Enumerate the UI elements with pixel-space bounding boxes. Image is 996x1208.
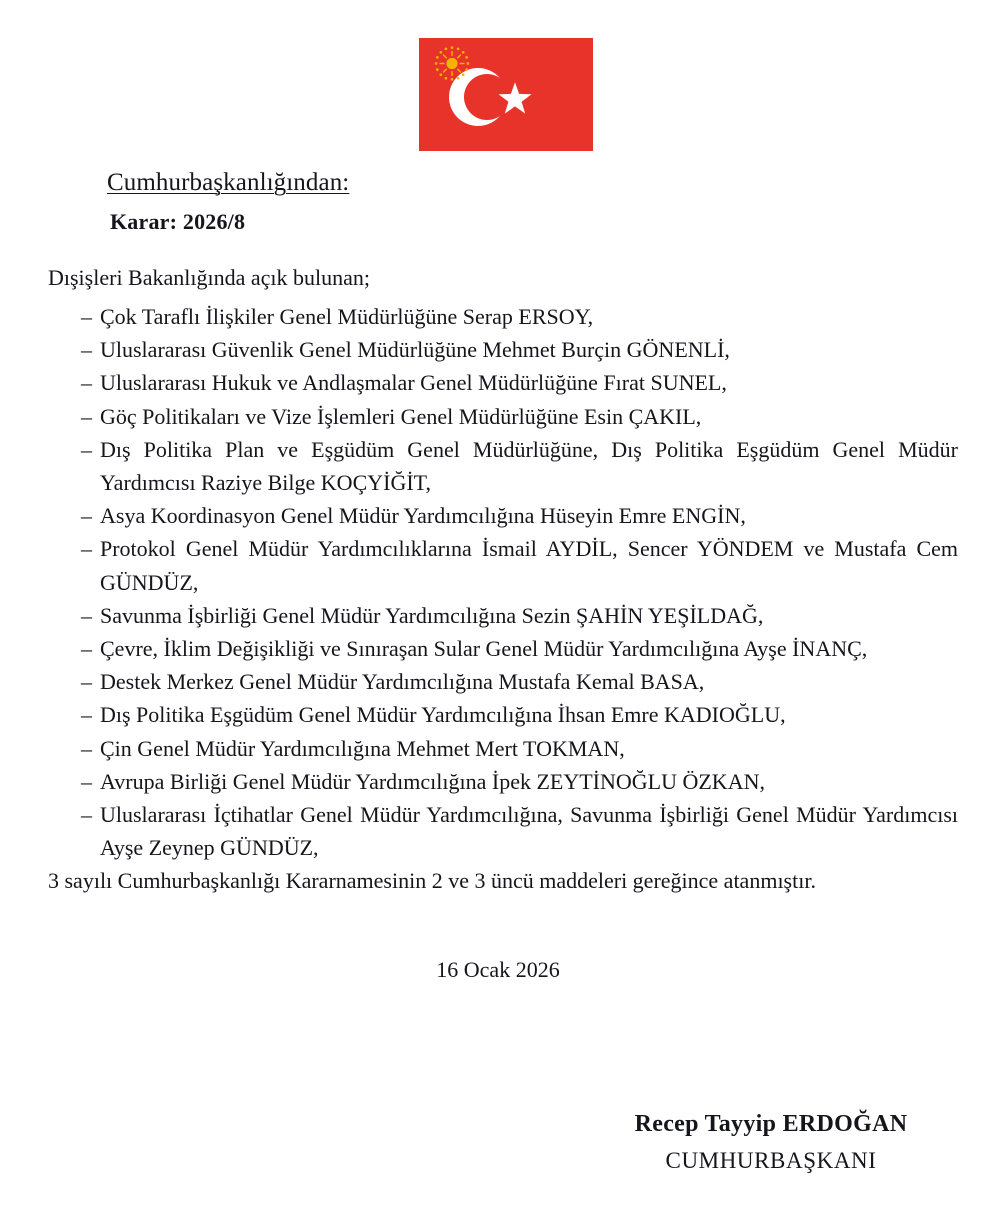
turkish-flag-icon [419,38,593,151]
list-item [48,732,958,765]
list-item-text: Dış Politika Plan ve Eşgüdüm Genel Müdürlüğüne, Dış Politika Eşgüdüm Genel Müdür Yardımcısı Raziye Bilge KOÇYİĞİT, [100,436,958,496]
list-item-text: Uluslararası Hukuk ve Andlaşmalar Genel Müdürlüğüne Fırat SUNEL, [100,370,727,396]
list-item-text: Göç Politikaları ve Vize İşlemleri Genel Müdürlüğüne Esin ÇAKIL, [100,403,702,429]
signature-block [596,1108,946,1176]
list-item-text: Çok Taraflı İlişkiler Genel Müdürlüğüne Serap ERSOY, [100,304,594,329]
bullet-dash: – [81,636,92,662]
list-item [48,698,958,731]
list-item [48,798,958,864]
list-item [48,599,958,632]
list-item-text: Uluslararası İçtihatlar Genel Müdür Yardımcılığına, Savunma İşbirliği Genel Müdür Yardımcısı Ayşe Zeynep GÜNDÜZ, [100,802,958,861]
list-item-text: Çevre, İklim Değişikliği ve Sınıraşan Sular Genel Müdür Yardımcılığına Ayşe İNANÇ, [100,636,868,662]
bullet-dash: – [81,735,92,761]
list-item-text: Savunma İşbirliği Genel Müdür Yardımcılığına Sezin ŞAHİN YEŞİLDAĞ, [100,602,764,628]
bullet-dash: – [81,337,92,363]
bullet-dash: – [81,503,92,529]
bullet-dash: – [81,370,92,396]
list-item [48,400,958,433]
issuer-heading-text: Cumhurbaşkanlığından: [107,169,350,196]
list-item-text: Dış Politika Eşgüdüm Genel Müdür Yardımcılığına İhsan Emre KADIOĞLU, [100,702,786,728]
list-item-text: Avrupa Birliği Genel Müdür Yardımcılığına İpek ZEYTİNOĞLU ÖZKAN, [100,768,765,794]
list-item [48,532,958,598]
decision-number: Karar: 2026/8 [110,209,246,234]
list-item-text: Uluslararası Güvenlik Genel Müdürlüğüne Mehmet Burçin GÖNENLİ, [100,337,730,363]
list-item [48,632,958,665]
list-item [48,433,958,499]
closing-statement: 3 sayılı Cumhurbaşkanlığı Kararnamesinin 2 ve 3 üncü maddeleri gereğince atanmıştır. [48,868,816,894]
presidential-seal-icon [435,46,470,81]
list-item-text: Destek Merkez Genel Müdür Yardımcılığına Mustafa Kemal BASA, [100,669,705,695]
document-body [48,262,958,898]
list-item [48,366,958,399]
appointment-list [48,300,958,864]
bullet-dash: – [81,602,92,628]
signatory-title: CUMHURBAŞKANI [665,1148,877,1173]
decree-date: 16 Ocak 2026 [436,957,560,982]
list-item [48,665,958,698]
bullet-dash: – [81,436,92,462]
turkish-flag-emblem [419,38,593,151]
bullet-dash: – [81,304,92,329]
list-item-text: Çin Genel Müdür Yardımcılığına Mehmet Mert TOKMAN, [100,735,625,761]
list-item [48,765,958,798]
list-item [48,300,958,333]
bullet-dash: – [81,768,92,794]
list-item [48,499,958,532]
bullet-dash: – [81,802,92,828]
bullet-dash: – [81,403,92,429]
list-item [48,333,958,366]
intro-line: Dışişleri Bakanlığında açık bulunan; [48,265,370,290]
bullet-dash: – [81,702,92,728]
document-header [0,166,996,236]
list-item-text: Protokol Genel Müdür Yardımcılıklarına İsmail AYDİL, Sencer YÖNDEM ve Mustafa Cem GÜNDÜZ, [100,536,958,595]
issuer-heading [0,166,996,200]
signatory-name: Recep Tayyip ERDOĞAN [634,1111,908,1137]
bullet-dash: – [81,536,92,562]
list-item-text: Asya Koordinasyon Genel Müdür Yardımcılığına Hüseyin Emre ENGİN, [100,503,746,529]
bullet-dash: – [81,669,92,695]
